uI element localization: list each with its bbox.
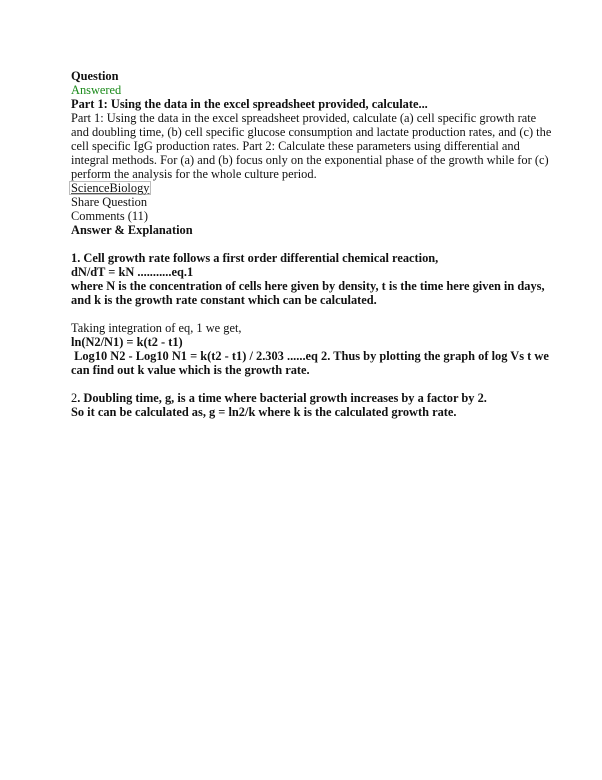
comments-link[interactable]: Comments (11) <box>71 209 148 223</box>
subject-tag-link[interactable]: ScienceBiology <box>71 181 150 195</box>
question-heading: Question <box>71 69 119 83</box>
question-title: Part 1: Using the data in the excel spreadsheet provided, calculate... <box>71 97 428 111</box>
answer-section-1 <box>71 251 545 307</box>
document-page <box>71 69 552 419</box>
question-body-line: Part 1: Using the data in the excel spreadsheet provided, calculate (a) cell specific growth rate <box>71 111 537 125</box>
subject-tag-row <box>71 181 541 195</box>
answer-section-3 <box>71 391 541 419</box>
question-body-line: and doubling time, (b) cell specific glucose consumption and lactate production rates, and (c) the <box>71 125 552 139</box>
answer-section-2 <box>71 321 549 377</box>
answer-line: and k is the growth rate constant which can be calculated. <box>71 293 377 307</box>
question-body-line: perform the analysis for the whole culture period. <box>71 167 317 181</box>
question-body-line: integral methods. For (a) and (b) focus only on the exponential phase of the growth while for (c) <box>71 153 549 167</box>
question-body-line: cell specific IgG production rates. Part 2: Calculate these parameters using differential and <box>71 139 520 153</box>
answer-line: 1. Cell growth rate follows a first order differential chemical reaction, <box>71 251 439 265</box>
status-badge: Answered <box>71 83 122 97</box>
doubling-time-line <box>71 391 541 405</box>
answer-line: can find out k value which is the growth rate. <box>71 363 310 377</box>
section-number: 2 <box>71 391 78 405</box>
answer-heading: Answer & Explanation <box>71 223 193 237</box>
doubling-time-formula: So it can be calculated as, g = ln2/k where k is the calculated growth rate. <box>71 405 457 419</box>
doubling-time-text: . Doubling time, g, is a time where bacterial growth increases by a factor by 2. <box>77 391 487 405</box>
answer-line: where N is the concentration of cells here given by density, t is the time here given in days, <box>71 279 545 293</box>
equation-ln: ln(N2/N1) = k(t2 - t1) <box>71 335 183 349</box>
share-question-link[interactable]: Share Question <box>71 195 148 209</box>
equation-1: dN/dT = kN ...........eq.1 <box>71 265 194 279</box>
equation-2: Log10 N2 - Log10 N1 = k(t2 - t1) / 2.303 ......eq 2. Thus by plotting the graph of log Vs t we <box>71 349 549 363</box>
answer-intro: Taking integration of eq, 1 we get, <box>71 321 242 335</box>
